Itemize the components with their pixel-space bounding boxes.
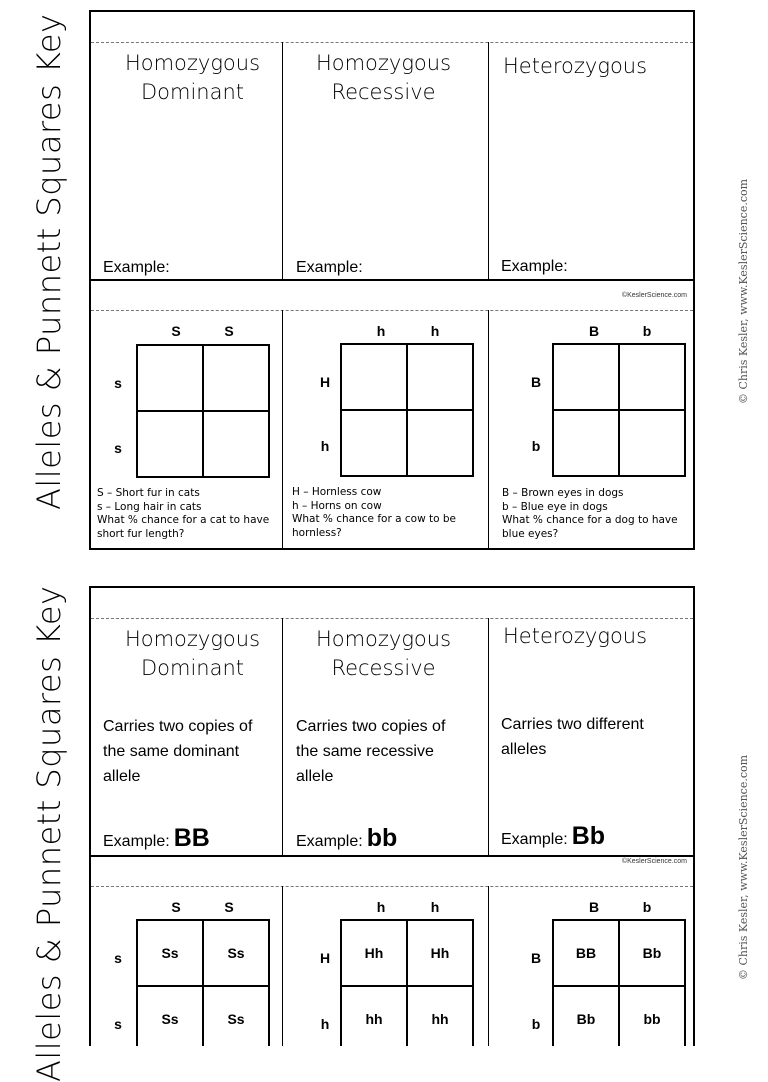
punnett-square: [340, 343, 474, 477]
parent-allele: b: [642, 899, 652, 915]
parent-allele: S: [224, 323, 234, 339]
example-label: Example:: [296, 259, 363, 276]
definition: Carries two copies of the same recessive allele: [296, 718, 446, 785]
punnett-square: [340, 919, 474, 1046]
parent-allele: H: [319, 950, 331, 966]
punnett-cell[interactable]: [203, 411, 268, 476]
term-homozygous-recessive: Homozygous Recessive: [315, 51, 452, 104]
example: Example: Bb: [501, 822, 606, 850]
punnett-cell: bb: [619, 986, 684, 1046]
parent-allele: s: [114, 950, 122, 966]
credit-note: ©KeslerScience.com: [621, 292, 687, 299]
punnett-cell[interactable]: [203, 346, 268, 411]
punnett-cell[interactable]: [138, 411, 203, 476]
worksheet-top: [89, 10, 695, 550]
trait-key: S – Short fur in cats s – Long hair in cats What % chance for a cat to have short fur length?: [97, 487, 270, 540]
worksheet-key: [89, 586, 695, 1046]
example-label: Example:: [501, 258, 568, 275]
parent-allele: B: [530, 950, 542, 966]
parent-allele: b: [531, 438, 541, 454]
term-homozygous-dominant: Homozygous Dominant: [124, 51, 261, 104]
parent-allele: h: [320, 1016, 330, 1032]
punnett-cell: hh: [342, 986, 407, 1046]
punnett-cell[interactable]: [619, 410, 684, 475]
punnett-cell: Ss: [203, 986, 268, 1046]
sheet-title: Alleles & Punnett Squares Key: [30, 585, 68, 1082]
parent-allele: B: [588, 323, 600, 339]
punnett-square: [136, 344, 270, 478]
example: Example: bb: [296, 824, 398, 852]
parent-allele: B: [530, 374, 542, 390]
punnett-cell[interactable]: [554, 345, 619, 410]
punnett-cell[interactable]: [138, 346, 203, 411]
parent-allele: H: [319, 374, 331, 390]
credit-note: ©KeslerScience.com: [621, 858, 687, 865]
definition: Carries two copies of the same dominant allele: [103, 718, 253, 785]
punnett-cell: Ss: [203, 921, 268, 986]
parent-allele: s: [114, 1016, 122, 1032]
definition: Carries two different alleles: [501, 716, 644, 758]
term-heterozygous: Heterozygous: [503, 624, 648, 648]
trait-key: B – Brown eyes in dogs b – Blue eye in dogs What % chance for a dog to have blue eyes?: [502, 487, 678, 540]
term-homozygous-dominant: Homozygous Dominant: [124, 627, 261, 680]
parent-allele: S: [171, 899, 181, 915]
parent-allele: s: [114, 440, 122, 456]
punnett-cell: BB: [554, 921, 619, 986]
parent-allele: S: [224, 899, 234, 915]
punnett-square: [552, 919, 686, 1046]
punnett-cell: Ss: [138, 986, 203, 1046]
sheet-title: Alleles & Punnett Squares Key: [30, 13, 68, 510]
copyright-note: © Chris Kesler, www.KeslerScience.com: [737, 754, 750, 980]
punnett-cell: hh: [407, 986, 472, 1046]
parent-allele: h: [376, 323, 386, 339]
punnett-cell: Bb: [554, 986, 619, 1046]
punnett-square: [552, 343, 686, 477]
example-label: Example:: [103, 259, 170, 276]
parent-allele: h: [376, 899, 386, 915]
copyright-note: © Chris Kesler, www.KeslerScience.com: [737, 178, 750, 404]
parent-allele: h: [430, 323, 440, 339]
parent-allele: S: [171, 323, 181, 339]
punnett-cell[interactable]: [407, 345, 472, 410]
example: Example: BB: [103, 824, 210, 852]
parent-allele: B: [588, 899, 600, 915]
punnett-cell: Ss: [138, 921, 203, 986]
parent-allele: h: [430, 899, 440, 915]
punnett-square: [136, 919, 270, 1046]
punnett-cell[interactable]: [407, 410, 472, 475]
parent-allele: b: [642, 323, 652, 339]
punnett-cell[interactable]: [342, 410, 407, 475]
punnett-cell: Hh: [342, 921, 407, 986]
trait-key: H – Hornless cow h – Horns on cow What % chance for a cow to be hornless?: [292, 486, 457, 539]
parent-allele: b: [531, 1016, 541, 1032]
parent-allele: h: [320, 438, 330, 454]
punnett-cell: Bb: [619, 921, 684, 986]
parent-allele: s: [114, 375, 122, 391]
punnett-cell[interactable]: [554, 410, 619, 475]
term-heterozygous: Heterozygous: [503, 54, 648, 78]
term-homozygous-recessive: Homozygous Recessive: [315, 627, 452, 680]
punnett-cell[interactable]: [619, 345, 684, 410]
punnett-cell[interactable]: [342, 345, 407, 410]
punnett-cell: Hh: [407, 921, 472, 986]
